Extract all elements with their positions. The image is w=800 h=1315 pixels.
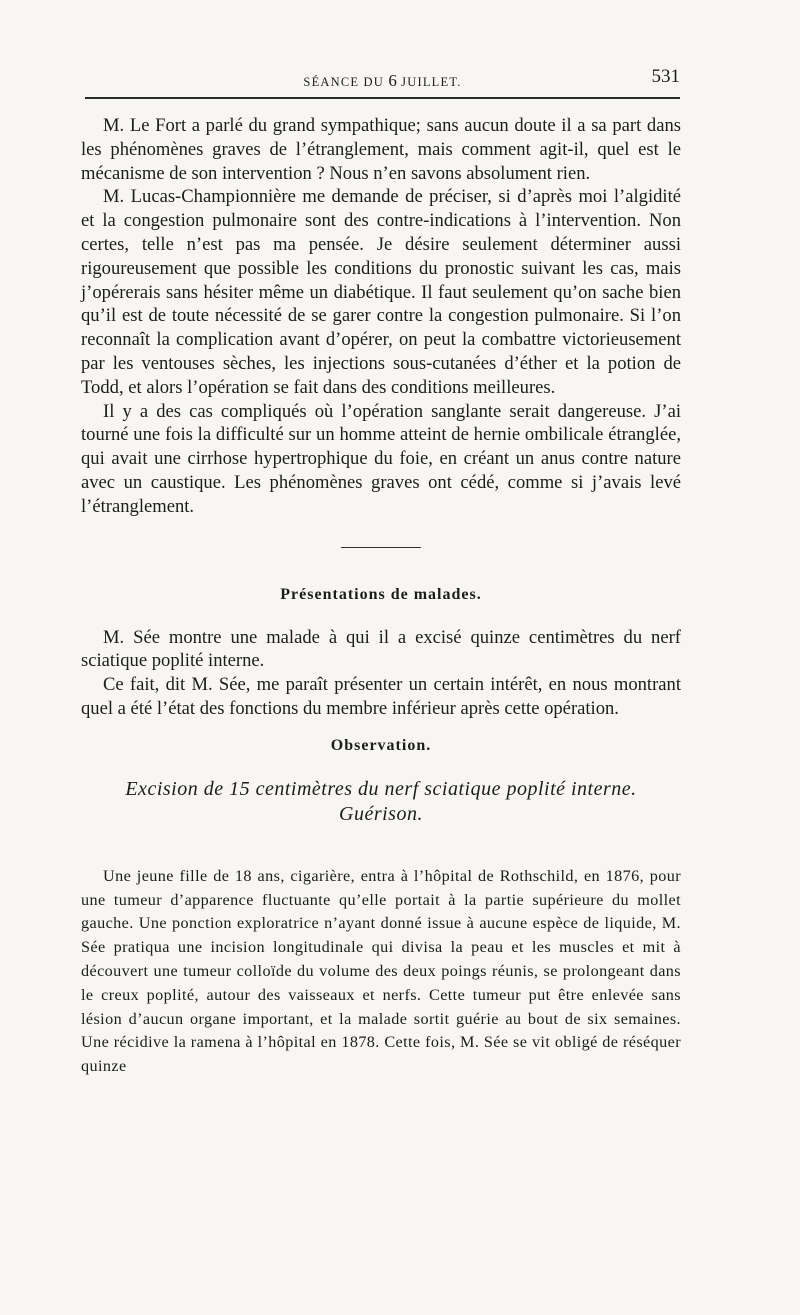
observation-title-line2: Guérison. <box>339 802 423 825</box>
section-separator <box>341 547 421 548</box>
section-heading: Présentations de malades. <box>280 585 482 603</box>
paragraph-lucas-championniere: M. Lucas-Championnière me demande de préciser, si d’après moi l’algidité et la congestion pulmonaire sont des contre-indications à l’intervention. Non certes, telle n’est pas ma pensée. Je désire seulement déterminer aussi rigoureusement que possible les conditions du pronostic suivant les cas, mais j’opérerais sans hésiter même un diabétique. Il faut seulement qu’on sache bien qu’il est de toute nécessité de se garer contre la congestion pulmonaire. Si l’on reconnaît la complication avant d’opérer, on peut la combattre victorieusement par les ventouses sèches, les injections sous-cutanées d’éther et la potion de Todd, et alors l’opération se fait dans des conditions meilleures. <box>81 186 681 398</box>
paragraph-cas-compliques: Il y a des cas compliqués où l’opération sanglante serait dangereuse. J’ai tourné une fois la difficulté sur un homme atteint de hernie ombilicale étranglée, qui avait une cirrhose hypertrophique du foie, en créant un anus contre nature avec un caustique. Les phénomènes graves ont cédé, comme si j’avais levé l’étranglement. <box>81 400 681 517</box>
observation-title-line1: Excision de 15 centimètres du nerf sciatique poplité interne. <box>125 777 637 800</box>
observation-text: Une jeune fille de 18 ans, cigarière, entra à l’hôpital de Rothschild, en 1876, pour une tumeur d’apparence fluctuante qu’elle portait à la partie supérieure du mollet gauche. Une ponction exploratrice n’ayant donné issue à aucune espèce de liquide, M. Sée pratiqua une incision longitudinale qui divisa la peau et les muscles et mit à découvert une tumeur colloïde du volume des deux poings réunis, se prolongeant dans le creux poplité, autour des vaisseaux et nerfs. Cette tumeur put être enlevée sans lésion d’aucun organe important, et la malade sortit guérie au bout de six semaines. Une récidive la ramena à l’hôpital en 1878. Cette fois, M. Sée se vit obligé de réséquer quinze <box>81 866 681 1076</box>
page-body <box>81 114 681 1079</box>
paragraph-le-fort: M. Le Fort a parlé du grand sympathique; sans aucun doute il a sa part dans les phénomènes graves de l’étranglement, mais comment agit-il, quel est le mécanisme de son intervention ? Nous n’en savons absolument rien. <box>81 115 681 184</box>
running-title <box>85 71 680 91</box>
running-title-after: JUILLET. <box>401 75 462 89</box>
observation-heading: Observation. <box>330 736 432 754</box>
running-title-before: SÉANCE DU <box>303 75 385 89</box>
paragraph-ce-fait: Ce fait, dit M. Sée, me paraît présenter un certain intérêt, en nous montrant quel a été l’état des fonctions du membre inférieur après cette opération. <box>81 674 681 719</box>
observation-title <box>81 777 681 827</box>
running-title-day: 6 <box>388 71 397 90</box>
page-number: 531 <box>651 66 680 87</box>
paragraph-see-montre: M. Sée montre une malade à qui il a excisé quinze centimètres du nerf sciatique poplité interne. <box>81 626 681 672</box>
header-rule <box>85 97 680 99</box>
running-head <box>85 66 680 90</box>
